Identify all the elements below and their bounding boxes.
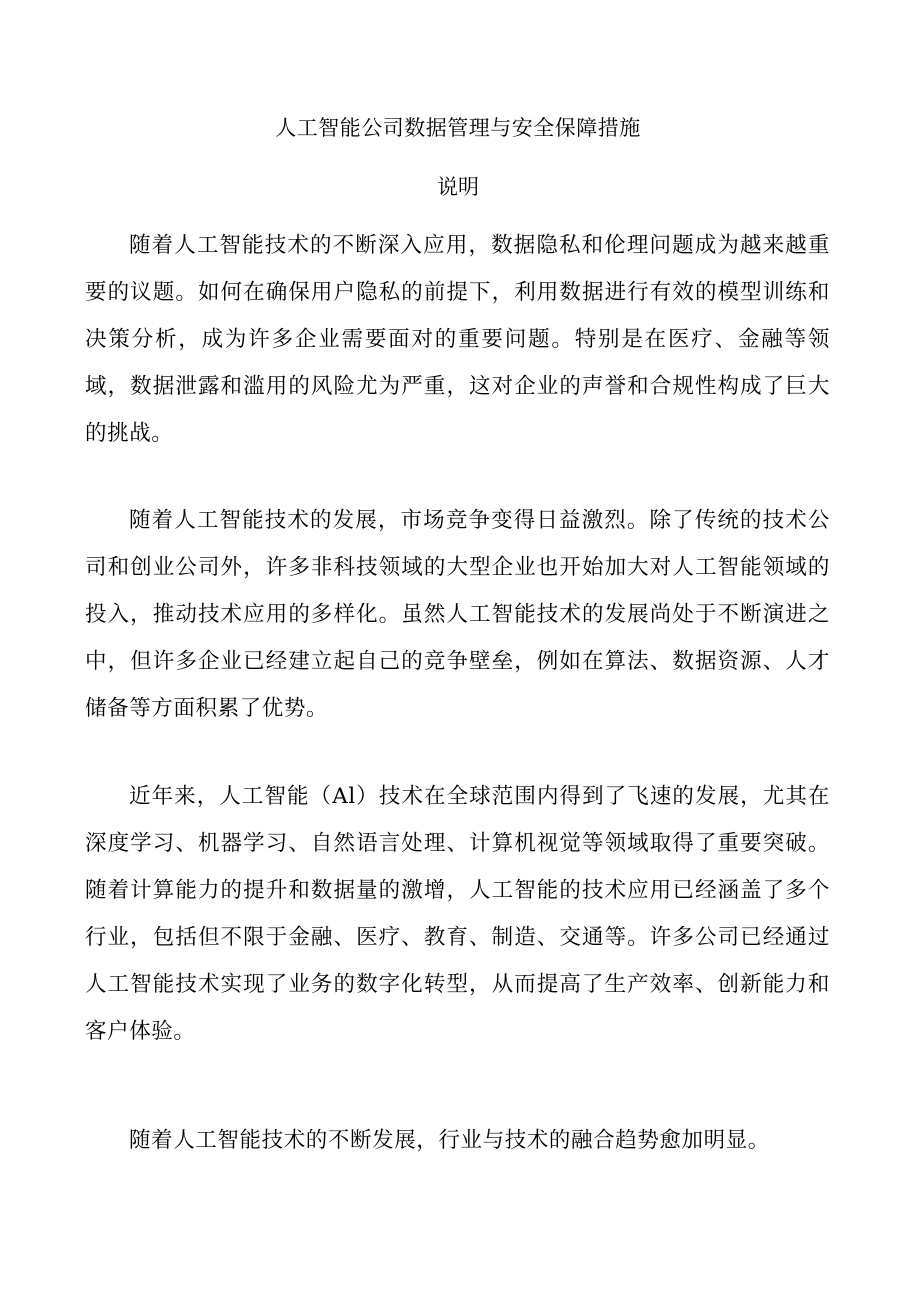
section-heading: 说明: [437, 175, 479, 199]
paragraph-3: 近年来，人工智能（Al）技术在全球范围内得到了飞速的发展，尤其在深度学习、机器学习、自然语言处理、计算机视觉等领域取得了重要突破。随着计算能力的提升和数据量的激增，人工智能的技术应用已经涵盖了多个行业，包括但不限于金融、医疗、教育、制造、交通等。许多公司已经通过人工智能技术实现了业务的数字化转型，从而提高了生产效率、创新能力和客户体验。: [85, 784, 830, 1044]
paragraph-1: 随着人工智能技术的不断深入应用，数据隐私和伦理问题成为越来越重要的议题。如何在确保用户隐私的前提下，利用数据进行有效的模型训练和决策分析，成为许多企业需要面对的重要问题。特别是在医疗、金融等领域，数据泄露和滥用的风险尤为严重，这对企业的声誉和合规性构成了巨大的挑战。: [85, 233, 830, 446]
document-title: 人工智能公司数据管理与安全保障措施: [275, 116, 641, 140]
paragraph-4: 随着人工智能技术的不断发展，行业与技术的融合趋势愈加明显。: [129, 1128, 770, 1153]
paragraph-2: 随着人工智能技术的发展，市场竞争变得日益激烈。除了传统的技术公司和创业公司外，许多非科技领域的大型企业也开始加大对人工智能领域的投入，推动技术应用的多样化。虽然人工智能技术的发展尚处于不断演进之中，但许多企业已经建立起自己的竞争壁垒，例如在算法、数据资源、人才储备等方面积累了优势。: [85, 508, 830, 721]
